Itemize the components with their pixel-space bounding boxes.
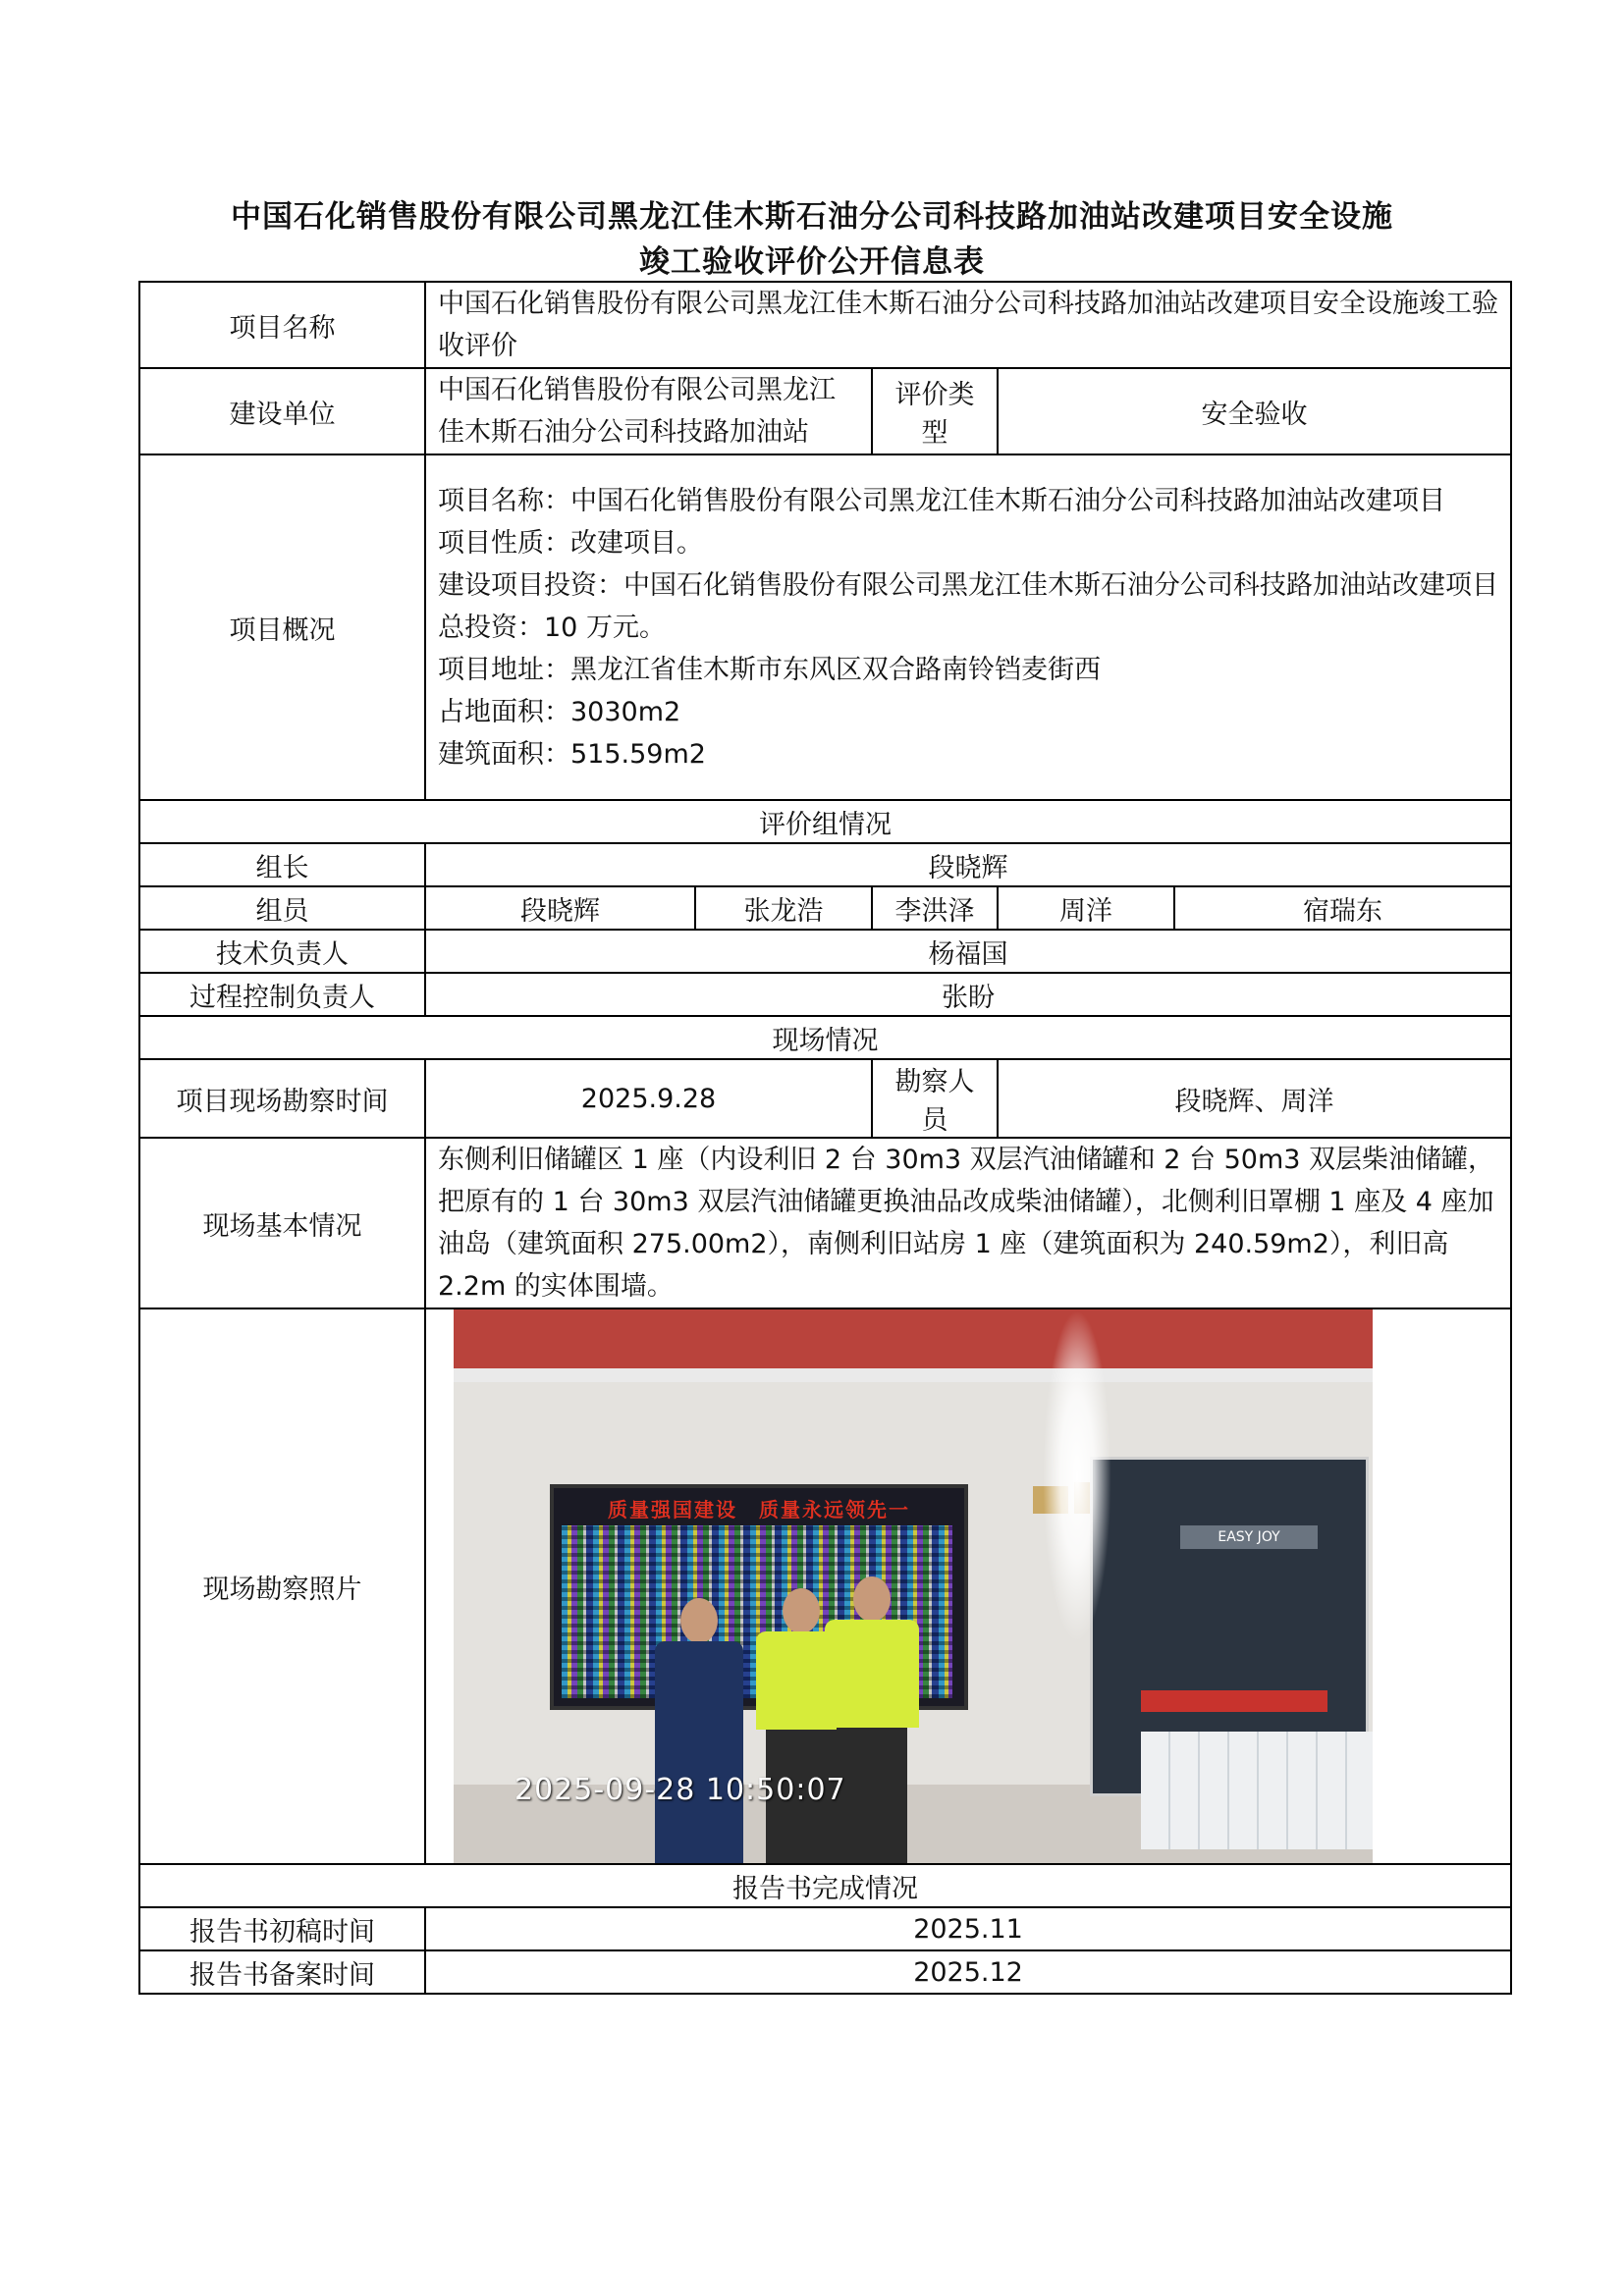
report-filed-value: 2025.12: [425, 1950, 1511, 1994]
member-4: 周洋: [998, 886, 1174, 930]
member-3: 李洪泽: [872, 886, 998, 930]
row-process-lead: [139, 973, 1511, 1016]
report-filed-label: 报告书备案时间: [139, 1950, 425, 1994]
overview-content: [425, 454, 1511, 800]
row-site-basic: [139, 1138, 1511, 1308]
member-1: 段晓辉: [425, 886, 695, 930]
info-table: [138, 281, 1512, 1995]
overview-line: 占地面积：3030m2: [438, 696, 681, 727]
site-basic-value: 东侧利旧储罐区 1 座（内设利旧 2 台 30m3 双层汽油储罐和 2 台 50m3 双层柴油储罐，把原有的 1 台 30m3 双层汽油储罐更换油品改成柴油储罐），北侧利旧罩棚 1 座及 4 座加油岛（建筑面积 275.00m2），南侧利旧站房 1 座（建筑面积为 240.59m2），利旧高 2.2m 的实体围墙。: [425, 1138, 1511, 1308]
red-banner: [1141, 1690, 1327, 1712]
process-lead-value: 张盼: [425, 973, 1511, 1016]
person-left: [655, 1598, 743, 1863]
survey-staff-value: 段晓辉、周洋: [998, 1059, 1511, 1138]
overview-line: 建设项目投资：中国石化销售股份有限公司黑龙江佳木斯石油分公司科技路加油站改建项目总投资：10 万元。: [438, 569, 1498, 643]
overview-line: 项目地址：黑龙江省佳木斯市东风区双合路南铃铛麦街西: [438, 654, 1101, 685]
member-2: 张龙浩: [695, 886, 872, 930]
survey-staff-label: 勘察人员: [872, 1059, 998, 1138]
eval-type-label: 评价类型: [872, 368, 998, 454]
project-name-label: 项目名称: [139, 282, 425, 368]
row-report-section: [139, 1864, 1511, 1907]
leader-value: 段晓辉: [425, 843, 1511, 886]
member-5: 宿瑞东: [1174, 886, 1511, 930]
members-label: 组员: [139, 886, 425, 930]
project-name-value: 中国石化销售股份有限公司黑龙江佳木斯石油分公司科技路加油站改建项目安全设施竣工验收评价: [425, 282, 1511, 368]
survey-time-label: 项目现场勘察时间: [139, 1059, 425, 1138]
site-survey-photo: [454, 1309, 1373, 1863]
light-glare: [1043, 1309, 1111, 1643]
report-section-header: 报告书完成情况: [139, 1864, 1511, 1907]
survey-time-value: 2025.9.28: [425, 1059, 872, 1138]
row-report-filed: [139, 1950, 1511, 1994]
row-survey-time: [139, 1059, 1511, 1138]
led-screen-text: 质量强国建设 质量永远领先一: [608, 1498, 910, 1522]
title-line-2: 竣工验收评价公开信息表: [639, 244, 985, 280]
site-photo-label: 现场勘察照片: [139, 1308, 425, 1864]
row-tech-lead: [139, 930, 1511, 973]
title-line-1: 中国石化销售股份有限公司黑龙江佳木斯石油分公司科技路加油站改建项目安全设施: [231, 199, 1393, 235]
row-members: [139, 886, 1511, 930]
product-jugs: [1141, 1732, 1373, 1849]
process-lead-label: 过程控制负责人: [139, 973, 425, 1016]
row-report-draft: [139, 1907, 1511, 1950]
row-site-photo: [139, 1308, 1511, 1864]
overview-line: 建筑面积：515.59m2: [438, 738, 706, 770]
overview-label: 项目概况: [139, 454, 425, 800]
overview-line: 项目性质：改建项目。: [438, 527, 703, 559]
row-overview: [139, 454, 1511, 800]
person-right: [825, 1576, 919, 1863]
row-project-name: [139, 282, 1511, 368]
builder-value: 中国石化销售股份有限公司黑龙江佳木斯石油分公司科技路加油站: [425, 368, 872, 454]
leader-label: 组长: [139, 843, 425, 886]
tech-lead-label: 技术负责人: [139, 930, 425, 973]
row-team-section: [139, 800, 1511, 843]
shop-sign: EASY JOY: [1180, 1525, 1318, 1549]
report-draft-label: 报告书初稿时间: [139, 1907, 425, 1950]
report-draft-value: 2025.11: [425, 1907, 1511, 1950]
row-leader: [139, 843, 1511, 886]
site-section-header: 现场情况: [139, 1016, 1511, 1059]
photo-timestamp: 2025-09-28 10:50:07: [514, 1773, 846, 1807]
site-photo-cell: [425, 1308, 1511, 1864]
team-section-header: 评价组情况: [139, 800, 1511, 843]
row-builder: [139, 368, 1511, 454]
document-title: [137, 194, 1487, 285]
builder-label: 建设单位: [139, 368, 425, 454]
tech-lead-value: 杨福国: [425, 930, 1511, 973]
overview-line: 项目名称：中国石化销售股份有限公司黑龙江佳木斯石油分公司科技路加油站改建项目: [438, 485, 1445, 516]
eval-type-value: 安全验收: [998, 368, 1511, 454]
row-site-section: [139, 1016, 1511, 1059]
site-basic-label: 现场基本情况: [139, 1138, 425, 1308]
